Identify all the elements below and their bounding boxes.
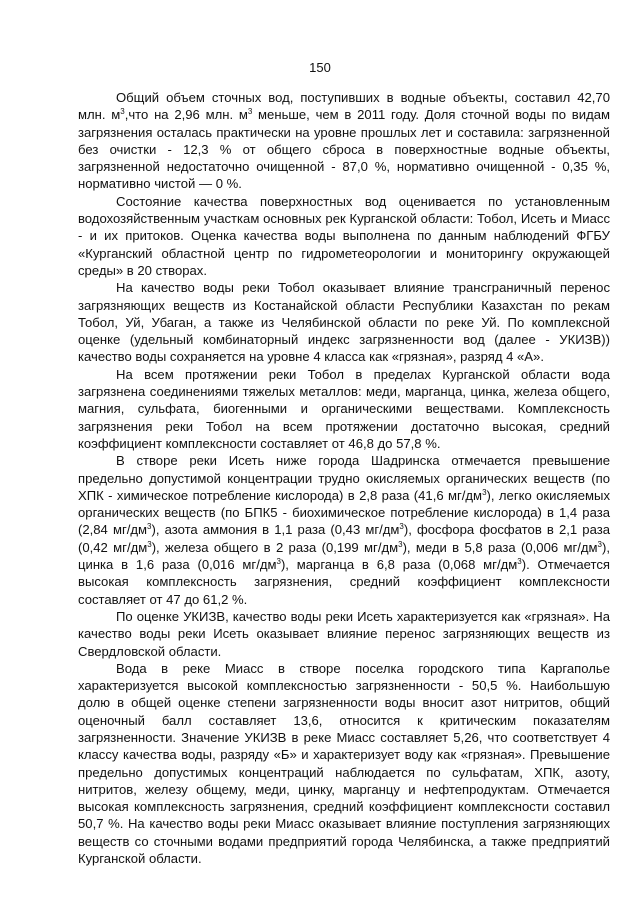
text-run: ), меди в 5,8 раза (0,006 мг/дм [402,539,598,555]
text-run: Состояние качества поверхностных вод оценивается по установленным водохозяйственным участкам основных рек Курганской области: Тобол, Исеть и Миасс - и их притоков. Оценка качества воды выполнена по данным наблюдений ФГБУ «Курганский областной центр по гидрометеорологии и мониторингу окружающей среды» в 20 створах. [78,193,610,278]
text-run: ,что на 2,96 млн. м [124,107,248,123]
superscript: 3 [517,557,522,567]
superscript: 3 [120,107,125,117]
text-run: ), цинка в 1,6 раза (0,016 мг/дм [78,539,610,573]
text-run: В створе реки Исеть ниже города Шадринска отмечается превышение предельно допустимой концентрации трудно окисляемых органических веществ (по ХПК - химическое потребление кислорода) в 2,8 раза (41,6 мг/дм [78,453,610,503]
body-text [78,89,610,867]
superscript: 3 [147,522,152,532]
text-run: ), железа общего в 2 раза (0,199 мг/дм [151,539,399,555]
text-run: ), легко окисляемых органических веществ (по БПК5 - биохимическое потребление кислорода) в 1,4 раза (2,84 мг/дм [78,487,610,538]
paragraph [78,193,610,279]
paragraph [78,366,610,452]
page-number: 150 [309,60,331,75]
superscript: 3 [482,487,487,497]
superscript: 3 [399,522,404,532]
paragraph [78,89,610,193]
paragraph [78,279,610,365]
superscript: 3 [147,539,152,549]
text-run: На всем протяжении реки Тобол в пределах Курганской области вода загрязнена соединениями тяжелых металлов: меди, марганца, цинка, железа общего, магния, сульфата, биогенными и органическими веществами. Комплексность загрязнения реки Тобол на всем протяжении достаточно высокая, средний коэффициент комплексности составляет от 46,8 до 57,8 %. [78,366,610,451]
paragraph [78,660,610,868]
text-run: ), марганца в 6,8 раза (0,068 мг/дм [280,557,518,573]
superscript: 3 [398,539,403,549]
text-run: Общий объем сточных вод, поступивших в водные объекты, составил 42,70 млн. м [78,90,610,123]
text-run: Вода в реке Миасс в створе поселка городского типа Каргаполье характеризуется высокой комплексностью загрязненности - 50,5 %. Наибольшую долю в общей оценке степени загрязненности воды вносит азот нитритов, общий оценочный балл составляет 13,6, относится к критическим показателям загрязненности. Значение УКИЗВ в реке Миасс составляет 5,26, что соответствует 4 классу качества воды, разряду «Б» и характеризует воду как «грязная». Превышение предельно допустимых концентраций наблюдается по сульфатам, ХПК, азоту, нитритов, железу общему, меди, цинку, марганцу и нефтепродуктам. Отмечается высокая комплексность загрязнения, средний коэффициент комплексности составил 50,7 %. На качество воды реки Миасс оказывает влияние поступления загрязняющих веществ со сточными водами предприятий города Челябинска, а также предприятий Курганской области. [78,660,610,867]
text-run: ), азота аммония в 1,1 раза (0,43 мг/дм [151,522,400,538]
text-run: ), фосфора фосфатов в 2,1 раза (0,42 мг/дм [78,522,610,555]
text-run: По оценке УКИЗВ, качество воды реки Исеть характеризуется как «грязная». На качество воды реки Исеть оказывает влияние перенос загрязняющих веществ из Свердловской области. [78,608,610,659]
superscript: 3 [247,107,253,117]
text-run: На качество воды реки Тобол оказывает влияние трансграничный перенос загрязняющих веществ из Костанайской области Республики Казахстан по рекам Тобол, Уй, Убаган, а также из Челябинской области по реке Уй. По комплексной оценке (удельный комбинаторный индекс загрязненности вод (далее - УКИЗВ)) качество воды сохраняется на уровне 4 класса как «грязная», разряд 4 «А». [78,280,610,365]
superscript: 3 [597,539,602,549]
text-run: меньше, чем в 2011 году. Доля сточной воды по видам загрязнения осталась практически на уровне прошлых лет и составила: загрязненной без очистки - 12,3 % от общего сброса в поверхностные водные объекты, загрязненной недостаточно очищенной - 87,0 %, нормативно очищенной - 0,35 %, нормативно чистой — 0 %. [78,107,610,192]
paragraph [78,608,610,660]
paragraph [78,452,610,608]
superscript: 3 [276,557,281,567]
text-run: ). Отмечается высокая комплексность загрязнения, средний коэффициент комплексности составляет от 47 до 61,2 %. [78,557,610,607]
